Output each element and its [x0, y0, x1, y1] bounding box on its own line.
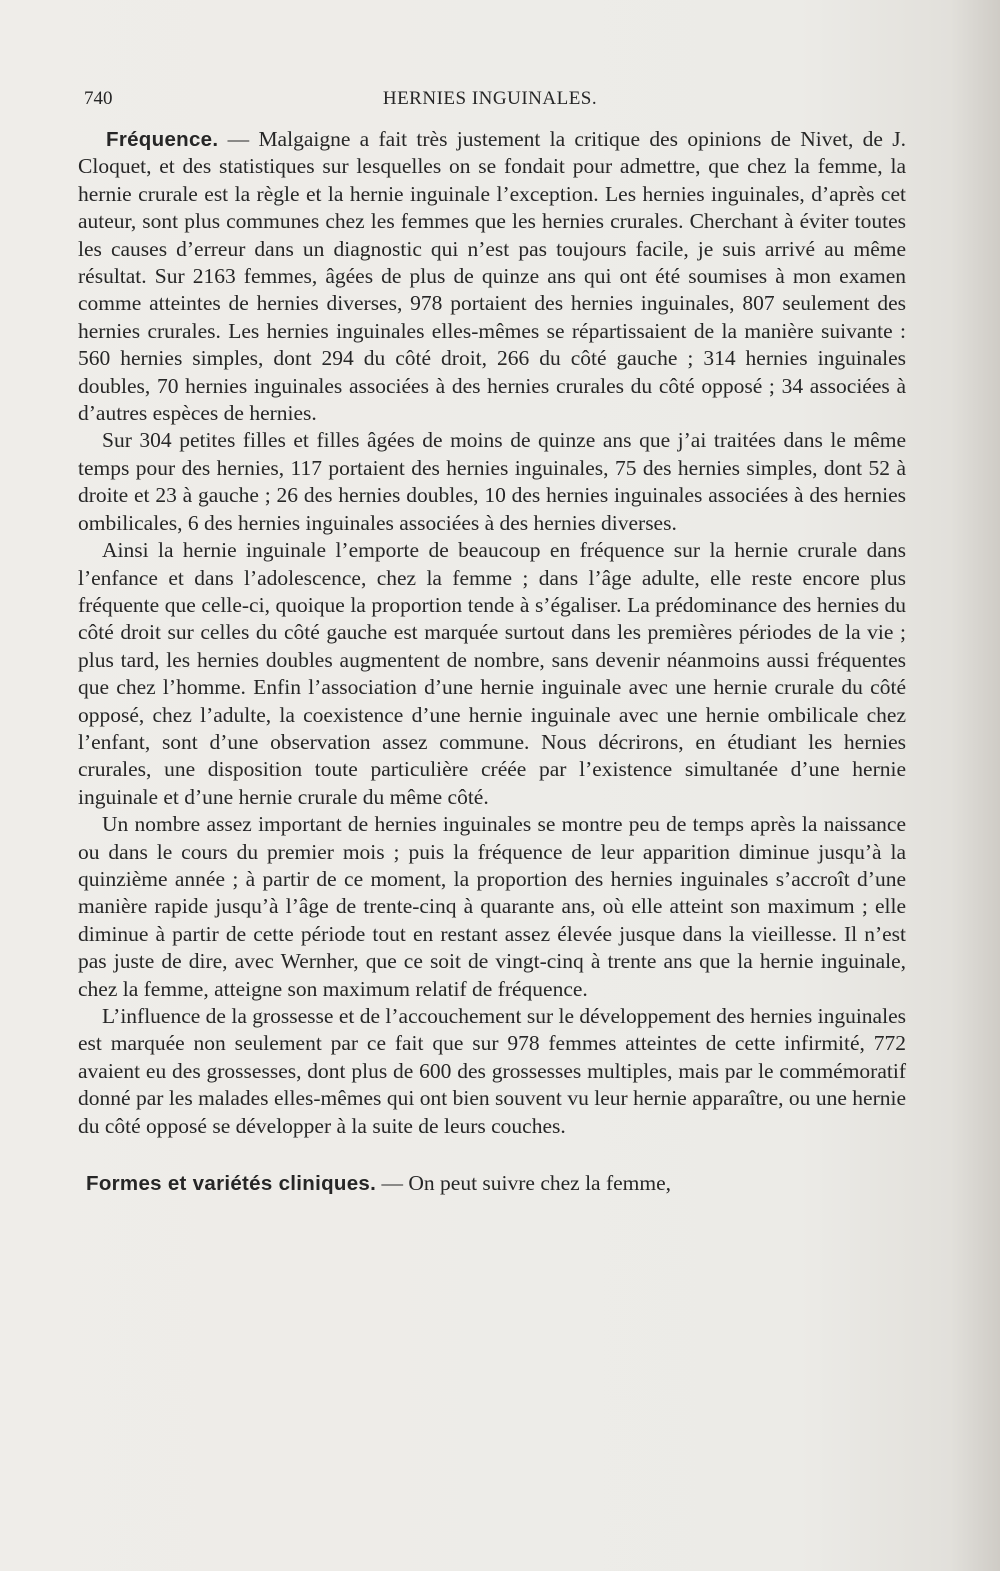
paragraph-text: — Malgaigne a fait très justement la critique des opinions de Nivet, de J. Cloquet, et des statistiques sur lesquelles on se fondait pour admettre, que chez la femme, la hernie crurale est la règle et la hernie inguinale l’exception. Les hernies inguinales, d’après cet auteur, sont plus communes chez les femmes que les hernies crurales. Cherchant à éviter toutes les causes d’erreur dans un diagnostic qui n’est pas toujours facile, je suis arrivé au même résultat. Sur 2163 femmes, âgées de plus de quinze ans qui ont été soumises à mon examen comme atteintes de hernies diverses, 978 portaient des hernies inguinales, 807 seulement des hernies crurales. Les hernies inguinales elles-mêmes se répartissaient de la manière suivante : 560 hernies simples, dont 294 du côté droit, 266 du côté gauche ; 314 hernies inguinales doubles, 70 hernies inguinales associées à des hernies crurales du côté opposé ; 34 associées à d’autres espèces de hernies. — [78, 127, 906, 426]
paragraph-formes — [78, 1170, 906, 1197]
section-heading-frequence: Fréquence. — [106, 128, 219, 151]
paragraph: Un nombre assez important de hernies inguinales se montre peu de temps après la naissance ou dans le cours du premier mois ; puis la fréquence de leur apparition diminue jusqu’à la quinzième année ; à partir de ce moment, la proportion des hernies inguinales s’accroît d’une manière rapide jusqu’à l’âge de trente-cinq à quarante ans, où elle atteint son maximum ; elle diminue à partir de cette période tout en restant assez élevée jusque dans la vieillesse. Il n’est pas juste de dire, avec Wernher, que ce soit de vingt-cinq à trente ans que la hernie inguinale, chez la femme, atteigne son maximum relatif de fréquence. — [78, 812, 906, 1001]
paragraph-frequence — [78, 126, 906, 427]
paragraph: Sur 304 petites filles et filles âgées de moins de quinze ans que j’ai traitées dans le même temps pour des hernies, 117 portaient des hernies inguinales, 75 des hernies simples, dont 52 à droite et 23 à gauche ; 26 des hernies doubles, 10 des hernies inguinales associées à des hernies ombilicales, 6 des hernies inguinales associées à des hernies diverses. — [78, 428, 906, 535]
page-header — [80, 88, 900, 116]
body-text — [78, 126, 906, 1197]
running-title: HERNIES INGUINALES. — [382, 88, 598, 109]
paragraph: Ainsi la hernie inguinale l’emporte de beaucoup en fréquence sur la hernie crurale dans l’enfance et dans l’adolescence, chez la femme ; dans l’âge adulte, elle reste encore plus fréquente que celle-ci, quoique la proportion tende à s’égaliser. La prédominance des hernies du côté droit sur celles du côté gauche est marquée surtout dans les premières périodes de la vie ; plus tard, les hernies doubles augmentent de nombre, sans devenir néanmoins aussi fréquentes que chez l’homme. Enfin l’association d’une hernie inguinale avec une hernie crurale du côté opposé, chez l’adulte, la coexistence d’une hernie inguinale avec une hernie ombilicale chez l’enfant, sont d’une observation assez commune. Nous décrirons, en étudiant les hernies crurales, une disposition toute particulière créée par l’existence simultanée d’une hernie inguinale et d’une hernie crurale du même côté. — [78, 538, 906, 809]
page-number: 740 — [84, 88, 113, 109]
paragraph: L’influence de la grossesse et de l’accouchement sur le développement des hernies inguinales est marquée non seulement par ce fait que sur 978 femmes atteintes de cette infirmité, 772 avaient eu des grossesses, dont plus de 600 des grossesses multiples, mais par le commémoratif donné par les malades elles-mêmes qui ont bien souvent vu leur hernie apparaître, ou une hernie du côté opposé se développer à la suite de leurs couches. — [78, 1004, 906, 1138]
section-heading-formes: Formes et variétés cliniques. — [86, 1172, 377, 1196]
paragraph-text: — On peut suivre chez la femme, — [376, 1171, 672, 1196]
